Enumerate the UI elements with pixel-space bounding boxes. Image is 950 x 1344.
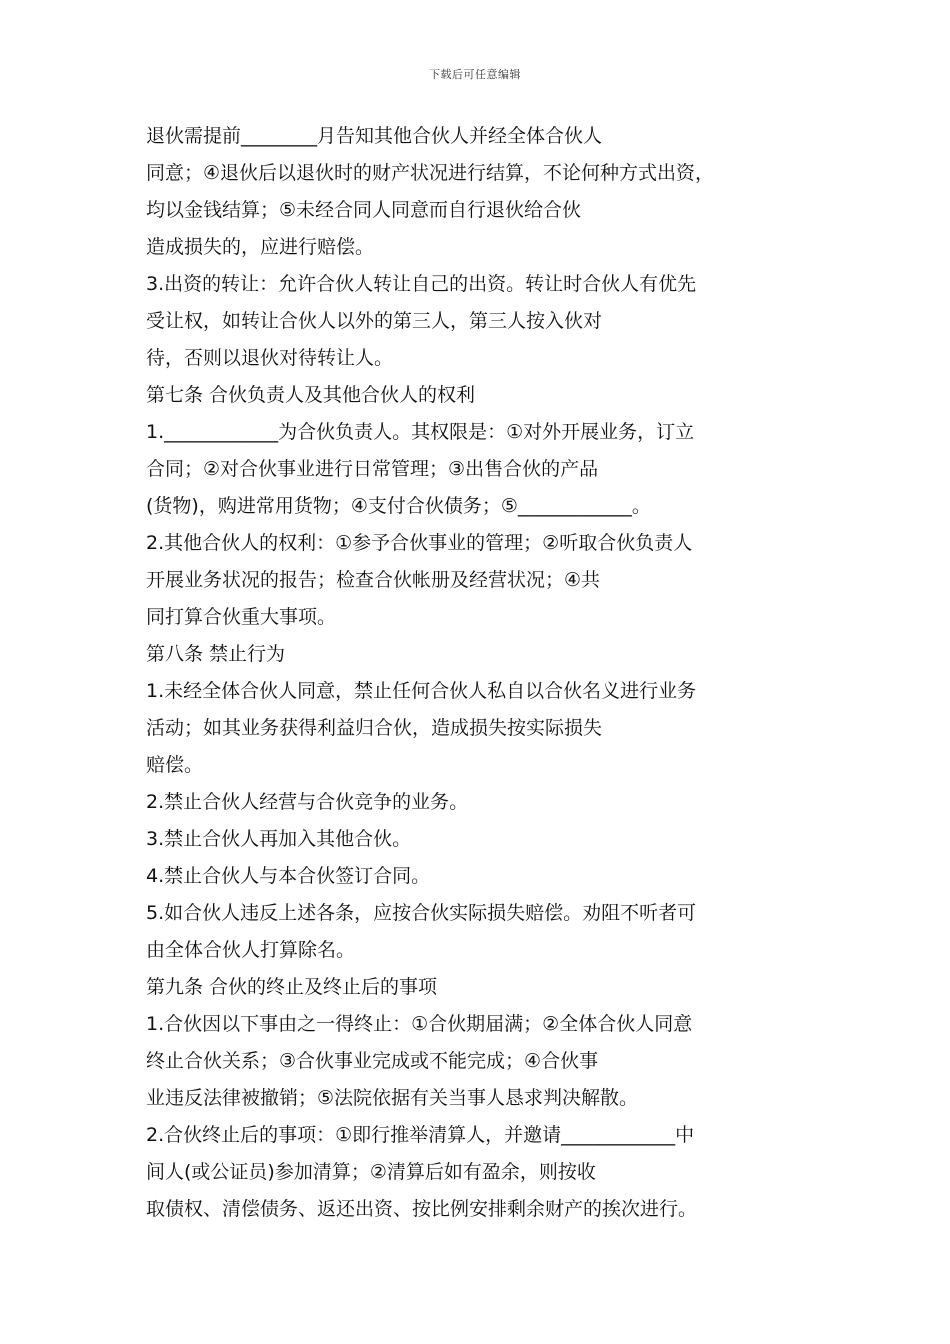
text-line: 1.____________为合伙负责人。其权限是：①对外开展业务，订立	[146, 421, 695, 443]
document-body	[146, 118, 816, 1228]
text-line: 退伙需提前________月告知其他合伙人并经全体合伙人	[146, 125, 603, 147]
text-line: 合同；②对合伙事业进行日常管理；③出售合伙的产品	[146, 458, 599, 480]
section-heading-article-7: 第七条 合伙负责人及其他合伙人的权利	[146, 384, 476, 406]
text-line: 赔偿。	[146, 754, 204, 776]
text-line: 2.合伙终止后的事项：①即行推举清算人，并邀请____________中	[146, 1124, 695, 1146]
text-line: 4.禁止合伙人与本合伙签订合同。	[146, 865, 431, 887]
text-line: 间人(或公证员)参加清算；②清算后如有盈余，则按收	[146, 1161, 596, 1183]
text-line: 造成损失的，应进行赔偿。	[146, 236, 375, 258]
text-line: 1.合伙因以下事由之一得终止：①合伙期届满；②全体合伙人同意	[146, 1013, 693, 1035]
text-line: 5.如合伙人违反上述各条，应按合伙实际损失赔偿。劝阻不听者可	[146, 902, 697, 924]
text-line: 待，否则以退伙对待转让人。	[146, 347, 394, 369]
text-line: 开展业务状况的报告；检查合伙帐册及经营状况；④共	[146, 569, 601, 591]
text-line: 2.其他合伙人的权利：①参予合伙事业的管理；②听取合伙负责人	[146, 532, 693, 554]
text-line: 3.禁止合伙人再加入其他合伙。	[146, 828, 412, 850]
text-line: 均以金钱结算；⑤未经合同人同意而自行退伙给合伙	[146, 199, 582, 221]
text-line: 由全体合伙人打算除名。	[146, 939, 356, 961]
text-line: 2.禁止合伙人经营与合伙竞争的业务。	[146, 791, 469, 813]
text-line: (货物)，购进常用货物；④支付合伙债务；⑤____________。	[146, 495, 651, 517]
section-heading-article-9: 第九条 合伙的终止及终止后的事项	[146, 976, 438, 998]
text-line: 终止合伙关系；③合伙事业完成或不能完成；④合伙事	[146, 1050, 599, 1072]
text-line: 取债权、清偿债务、返还出资、按比例安排剩余财产的挨次进行。	[146, 1198, 698, 1220]
text-line: 活动；如其业务获得利益归合伙，造成损失按实际损失	[146, 717, 603, 739]
text-line: 同意；④退伙后以退伙时的财产状况进行结算，不论何种方式出资，	[146, 162, 715, 184]
text-line: 1.未经全体合伙人同意，禁止任何合伙人私自以合伙名义进行业务	[146, 680, 697, 702]
section-heading-article-8: 第八条 禁止行为	[146, 643, 286, 665]
page-header-note: 下载后可任意编辑	[429, 68, 521, 81]
text-line: 业违反法律被撤销；⑤法院依据有关当事人恳求判决解散。	[146, 1087, 639, 1109]
text-line: 受让权，如转让合伙人以外的第三人，第三人按入伙对	[146, 310, 603, 332]
text-line: 同打算合伙重大事项。	[146, 606, 337, 628]
text-line: 3.出资的转让：允许合伙人转让自己的出资。转让时合伙人有优先	[146, 273, 697, 295]
